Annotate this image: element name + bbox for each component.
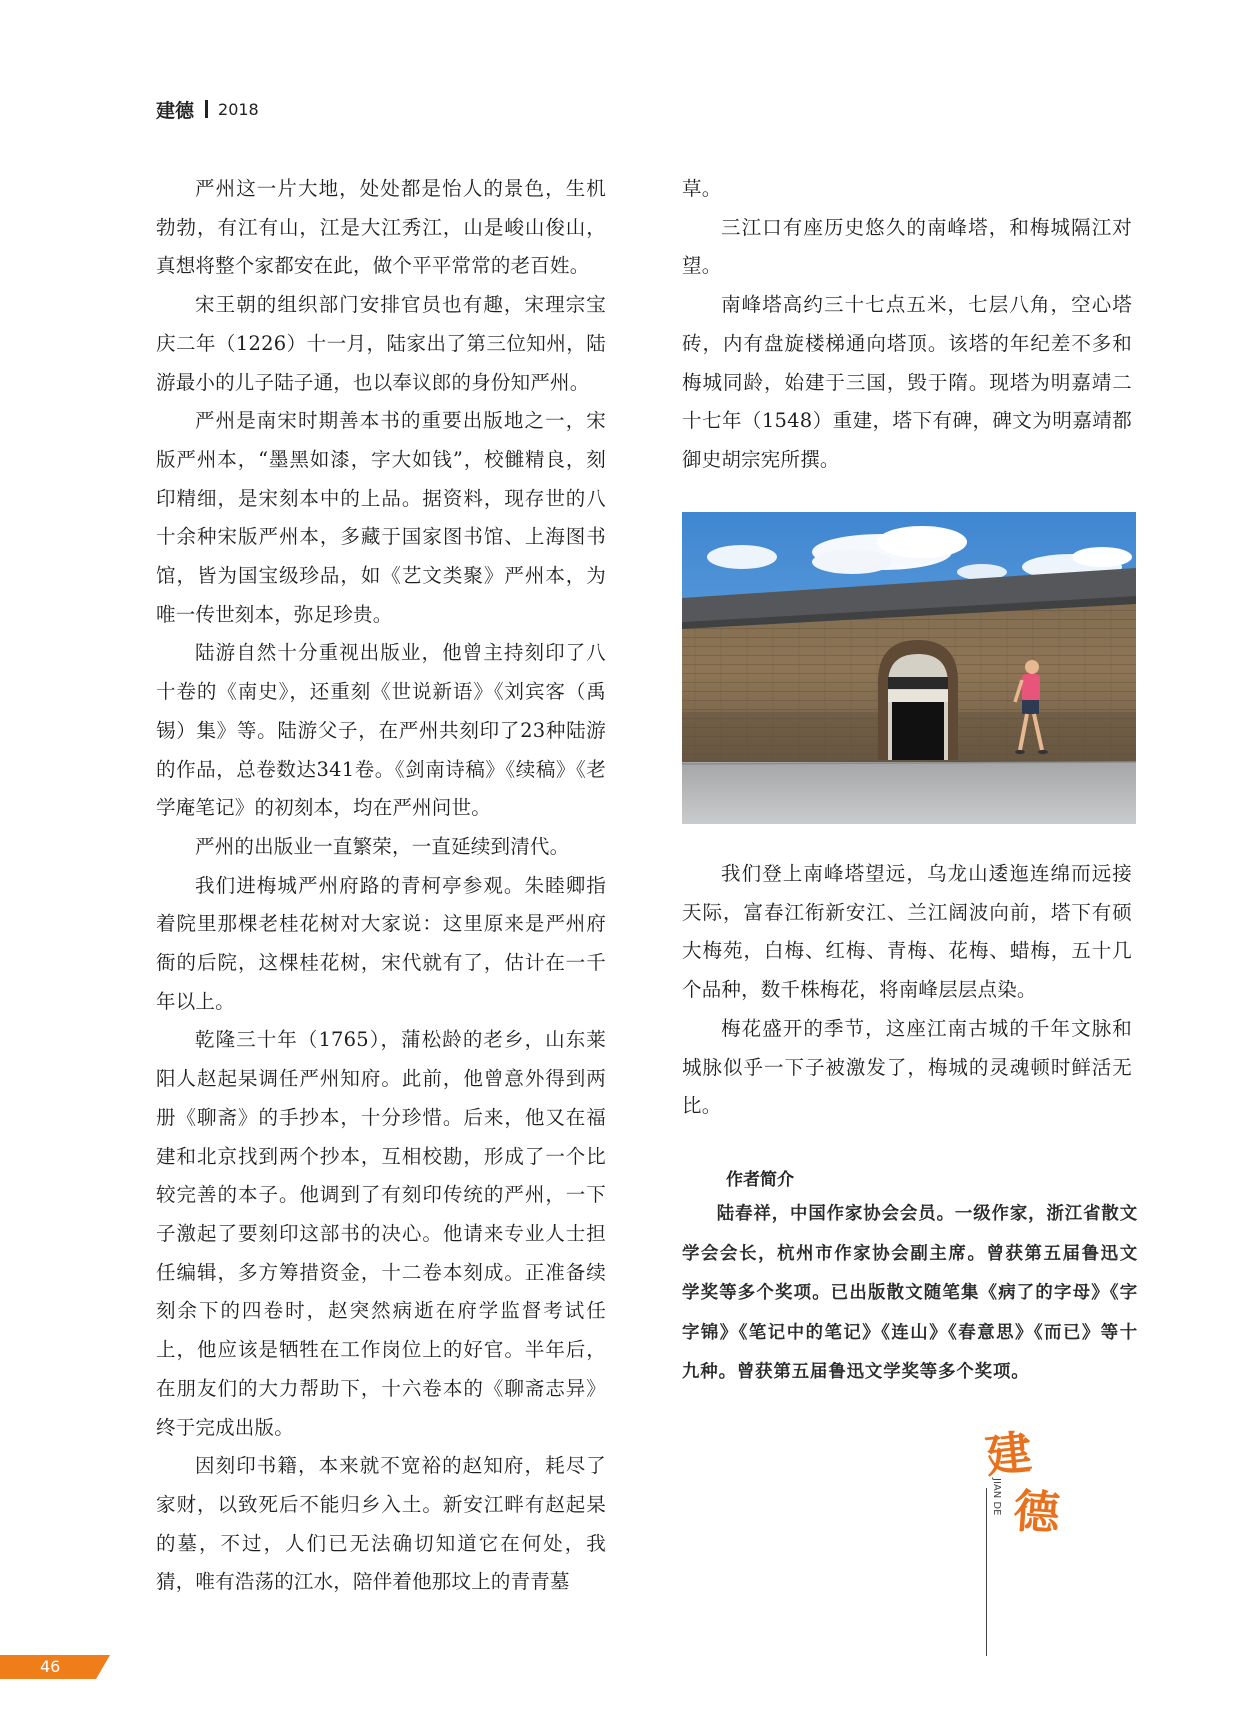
page-number-tab <box>0 1655 110 1679</box>
header-year: 2018 <box>218 99 259 119</box>
paragraph: 因刻印书籍，本来就不宽裕的赵知府，耗尽了家财，以致死后不能归乡入土。新安江畔有赵起杲的墓，不过，人们已无法确切知道它在何处，我猜，唯有浩荡的江水，陪伴着他那坟上的青青墓 <box>156 1454 606 1594</box>
paragraph: 南峰塔高约三十七点五米，七层八角，空心塔砖，内有盘旋楼梯通向塔顶。该塔的年纪差不多和梅城同龄，始建于三国，毁于隋。现塔为明嘉靖二十七年（1548）重建，塔下有碑，碑文为明嘉靖都御史胡宗宪所撰。 <box>682 293 1132 471</box>
header-magazine-title: 建德 <box>156 99 195 122</box>
svg-text:建: 建 <box>982 1428 1035 1484</box>
paragraph: 我们登上南峰塔望远，乌龙山逶迤连绵而远接天际，富春江衔新安江、兰江阔波向前，塔下有硕大梅苑，白梅、红梅、青梅、花梅、蜡梅，五十几个品种，数千株梅花，将南峰层层点染。 <box>682 862 1132 1002</box>
paragraph: 严州的出版业一直繁荣，一直延续到清代。 <box>195 834 570 858</box>
right-text-column-top <box>682 170 1132 480</box>
paragraph: 梅花盛开的季节，这座江南古城的千年文脉和城脉似乎一下子被激发了，梅城的灵魂顿时鲜活无比。 <box>682 1016 1132 1118</box>
author-bio-text: 陆春祥，中国作家协会会员。一级作家，浙江省散文学会会长，杭州市作家协会副主席。曾获第五届鲁迅文学奖等多个奖项。已出版散文随笔集《病了的字母》《字字锦》《笔记中的笔记》《连山》《春意思》《而已》等十九种。曾获第五届鲁迅文学奖等多个奖项。 <box>682 1204 1138 1383</box>
author-bio <box>682 1195 1138 1393</box>
logo-vertical-rule <box>986 1488 987 1656</box>
running-header <box>156 94 259 124</box>
paragraph: 陆游自然十分重视出版业，他曾主持刻印了八十卷的《南史》，还重刻《世说新语》《刘宾客（禹锡）集》等。陆游父子，在严州共刻印了23种陆游的作品，总卷数达341卷。《剑南诗稿》《续稿》《老学庵笔记》的初刻本，均在严州问世。 <box>156 641 606 820</box>
right-text-column-bottom <box>682 855 1132 1126</box>
svg-text:JIAN DE: JIAN DE <box>991 1478 1002 1516</box>
svg-text:德: 德 <box>1011 1483 1062 1532</box>
paragraph: 严州这一片大地，处处都是怡人的景色，生机勃勃，有江有山，江是大江秀江，山是峻山俊山，真想将整个家都安在此，做个平平常常的老百姓。 <box>156 177 606 278</box>
paragraph: 我们进梅城严州府路的青柯亭参观。朱睦卿指着院里那棵老桂花树对大家说：这里原来是严州府衙的后院，这棵桂花树，宋代就有了，估计在一千年以上。 <box>156 873 606 1013</box>
left-text-column <box>156 170 606 1602</box>
paragraph: 严州是南宋时期善本书的重要出版地之一，宋版严州本，“墨黑如漆，字大如钱”，校雠精良，刻印精细，是宋刻本中的上品。据资料，现存世的八十余种宋版严州本，多藏于国家图书馆、上海图书馆，皆为国宝级珍品，如《艺文类聚》严州本，为唯一传世刻本，弥足珍贵。 <box>156 409 606 626</box>
paragraph: 宋王朝的组织部门安排官员也有趣，宋理宗宝庆二年（1226）十一月，陆家出了第三位知州，陆游最小的儿子陆子通，也以奉议郎的身份知严州。 <box>156 293 606 394</box>
jiande-calligraphy-logo <box>980 1428 1070 1532</box>
page-number: 46 <box>40 1657 61 1676</box>
header-divider <box>205 100 208 118</box>
paragraph: 乾隆三十年（1765），蒲松龄的老乡，山东莱阳人赵起杲调任严州知府。此前，他曾意外得到两册《聊斋》的手抄本，十分珍惜。后来，他又在福建和北京找到两个抄本，互相校勘，形成了一个比较完善的本子。他调到了有刻印传统的严州，一下子激起了要刻印这部书的决心。他请来专业人士担任编辑，多方筹措资金，十二卷本刻成。正准备续刻余下的四卷时，赵突然病逝在府学监督考试任上，他应该是牺牲在工作岗位上的好官。半年后，在朋友们的大力帮助下，十六卷本的《聊斋志异》终于完成出版。 <box>156 1028 606 1439</box>
author-bio-title: 作者简介 <box>726 1170 794 1190</box>
city-wall-gate-photo <box>682 512 1136 824</box>
paragraph-continuation: 草。 <box>682 177 722 200</box>
paragraph: 三江口有座历史悠久的南峰塔，和梅城隔江对望。 <box>682 215 1132 278</box>
